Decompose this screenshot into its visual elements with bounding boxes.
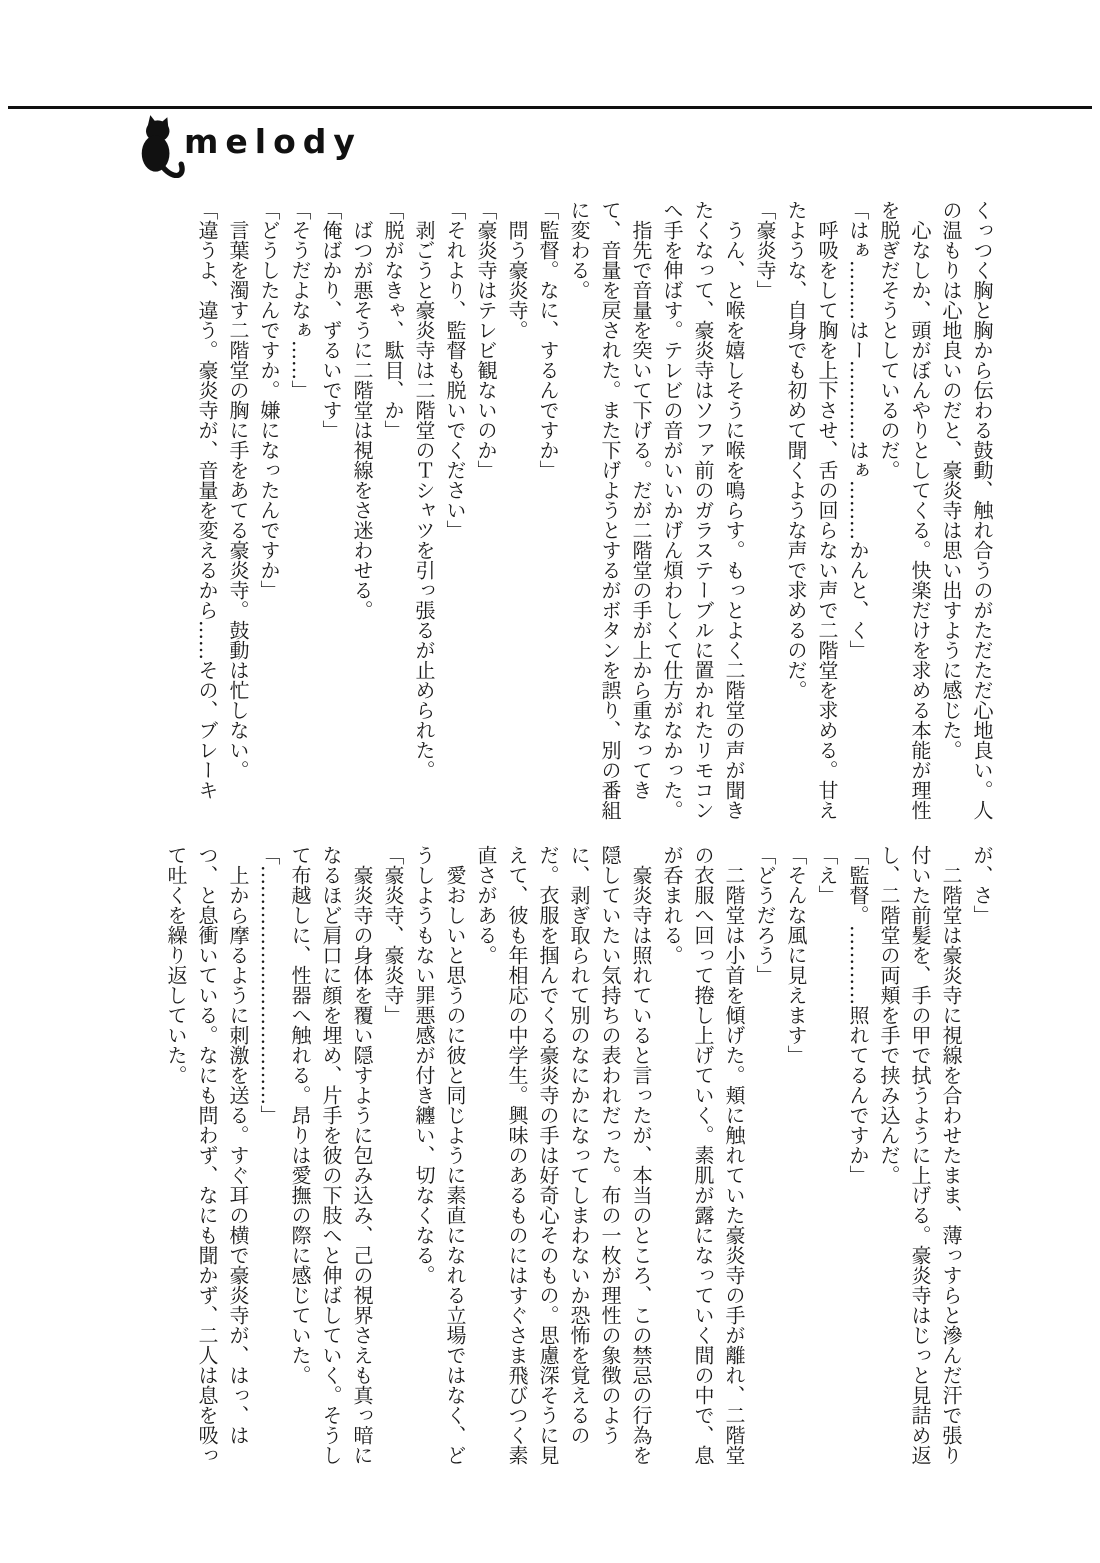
- paragraph-line: 「豪炎寺」: [753, 200, 777, 300]
- paragraph-line: 言葉を濁す二階堂の胸に手をあてる豪炎寺。鼓動は忙しない。: [226, 220, 250, 780]
- paragraph-line: うん、と喉を嬉しそうに喉を鳴らす。もっとよく二階堂の声が聞きたくなって、豪炎寺はソファ前のガラステーブルに置かれたリモコンへ手を伸ばす。テレビの音がいいかげん煩わしくて仕方がなかった。: [660, 200, 746, 820]
- brand-logo-text: melody: [184, 122, 362, 161]
- paragraph-line: 「監督。…………照れてるんですか」: [846, 845, 870, 1185]
- paragraph-line: くっつく胸と胸から伝わる鼓動、触れ合うのがただただ心地良い。人の温もりは心地良いのだと、豪炎寺は思い出すように感じた。: [939, 200, 994, 820]
- paragraph-line: ばつが悪そうに二階堂は視線をさ迷わせる。: [350, 220, 374, 620]
- paragraph-line: 「どうだろう」: [753, 845, 777, 985]
- paragraph-line: 二階堂は豪炎寺に視線を合わせたまま、薄っすらと滲んだ汗で張り付いた前髪を、手の甲で拭うように上げる。豪炎寺はじっと見詰め返し、二階堂の両頬を手で挟み込んだ。: [877, 845, 963, 1465]
- paragraph-line: 心なしか、頭がぼんやりとしてくる。快楽だけを求める本能が理性を脱ぎだそうとしているのだ。: [877, 200, 932, 820]
- page-header: [0, 0, 1100, 190]
- paragraph-line: 剥ごうと豪炎寺は二階堂のＴシャツを引っ張るが止められた。: [412, 220, 436, 780]
- paragraph-line: 問う豪炎寺。: [505, 220, 529, 340]
- paragraph-line: 豪炎寺の身体を覆い隠すように包み込み、己の視界さえも真っ暗になるほど肩口に顔を埋め、片手を彼の下肢へと伸ばしていく。そうして布越しに、性器へ触れる。昂りは愛撫の際に感じていた。: [288, 845, 374, 1465]
- paragraph-line: 「え」: [815, 845, 839, 905]
- text-block-bottom: [115, 845, 997, 1469]
- paragraph-line: 二階堂は小首を傾げた。頬に触れていた豪炎寺の手が離れ、二階堂の衣服へ回って捲し上げていく。素肌が露になっていく間の中で、息が呑まれる。: [660, 845, 746, 1465]
- paragraph-line: 「脱がなきゃ、駄目、か」: [381, 200, 405, 440]
- paragraph-line: 「違うよ、違う。豪炎寺が、音量を変えるから……その、ブレーキ: [195, 200, 219, 800]
- cat-silhouette-icon: [133, 114, 191, 178]
- paragraph-line: 「俺ばかり、ずるいです」: [319, 200, 343, 440]
- paragraph-line: 「………………………………」: [257, 845, 281, 1125]
- paragraph-line: 「どうしたんですか。嫌になったんですか」: [257, 200, 281, 600]
- paragraph-line: 「そうだよなぁ……」: [288, 200, 312, 400]
- paragraph-line: 上から摩るように刺激を送る。すぐ耳の横で豪炎寺が、はっ、はつ、と息衝いている。なにも問わず、なにも聞かず、二人は息を吸って吐くを繰り返していた。: [164, 845, 250, 1465]
- paragraph-line: 「それより、監督も脱いでください」: [443, 200, 467, 540]
- paragraph-line: 「豪炎寺、豪炎寺」: [381, 845, 405, 1025]
- paragraph-line: 「監督。なに、するんですか」: [536, 200, 560, 480]
- paragraph-line: 豪炎寺は照れていると言ったが、本当のところ、この禁忌の行為を隠していたい気持ちの表われだった。布の一枚が理性の象徴のように、剥ぎ取られて別のなにかになってしまわないか恐怖を覚えるのだ。衣服を掴んでくる豪炎寺の手は好奇心そのもの。思慮深そうに見えて、彼も年相応の中学生。興味のあるものにはすぐさま飛びつく素直さがある。: [474, 845, 653, 1465]
- paragraph-line: 「はぁ………はー…………はぁ………かんと、く」: [846, 200, 870, 660]
- paragraph-line: が、さ」: [970, 845, 994, 925]
- text-block-top: [115, 200, 997, 824]
- paragraph-line: 「豪炎寺はテレビ観ないのか」: [474, 200, 498, 480]
- paragraph-line: 呼吸をして胸を上下させ、舌の回らない声で二階堂を求める。甘えたような、自身でも初めて聞くような声で求めるのだ。: [784, 200, 839, 820]
- paragraph-line: 指先で音量を突いて下げる。だが二階堂の手が上から重なってきて、音量を戻された。また下げようとするがボタンを誤り、別の番組に変わる。: [567, 200, 653, 820]
- paragraph-line: 愛おしいと思うのに彼と同じように素直になれる立場ではなく、どうしようもない罪悪感が付き纏い、切なくなる。: [412, 845, 467, 1465]
- paragraph-line: 「そんな風に見えます」: [784, 845, 808, 1065]
